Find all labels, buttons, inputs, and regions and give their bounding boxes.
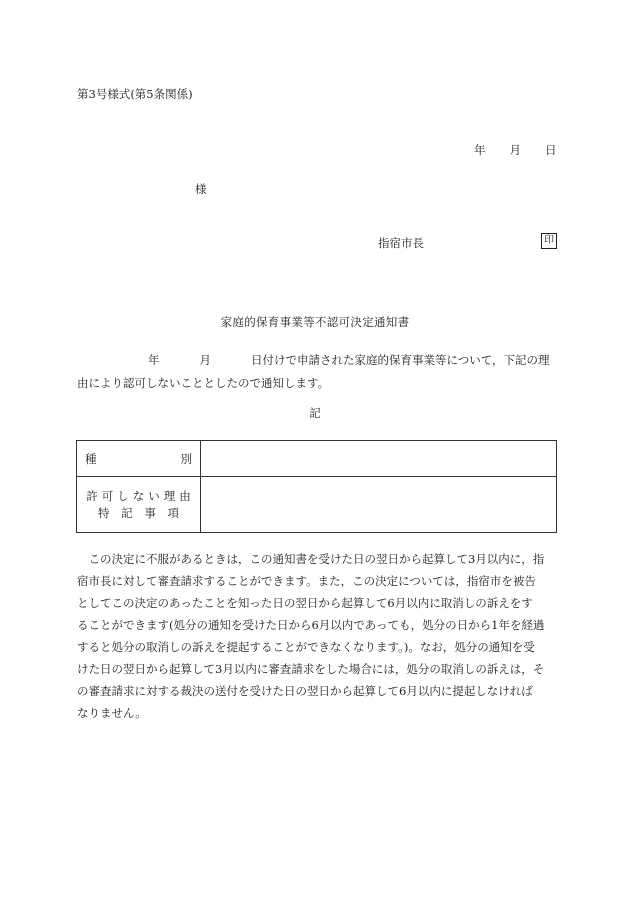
reason-value-cell [201, 477, 557, 533]
appeal-notice [77, 548, 557, 724]
date-year-label: 年 [474, 143, 486, 157]
notice-line: この決定に不服があるときは，この通知書を受けた日の翌日から起算して3月以内に，指 [77, 552, 545, 566]
table-row-reason [77, 477, 557, 533]
intro-year-label: 年 [148, 353, 160, 367]
notice-line: 宿市長に対して審査請求することができます。また，この決定については，指宿市を被告 [77, 574, 536, 588]
intro-paragraph [77, 349, 557, 395]
date-month-label: 月 [509, 143, 521, 157]
intro-line-1-text: 日付けで申請された家庭的保育事業等について，下記の理 [251, 353, 550, 367]
notice-line: ることができます(処分の通知を受けた日から6月以内であっても，処分の日から1年を経過 [77, 618, 545, 632]
date-line [474, 142, 557, 158]
form-number: 第3号様式(第5条関係) [77, 87, 193, 101]
ki-heading: 記 [309, 406, 321, 420]
seal-mark: 印 [541, 233, 557, 249]
info-table [76, 440, 557, 533]
kind-label-left: 種 [85, 451, 97, 466]
date-day-label: 日 [545, 143, 557, 157]
notice-line: なりません。 [77, 706, 147, 720]
intro-month-label: 月 [199, 353, 211, 367]
reason-label-line-2: 特 記 事 項 [98, 505, 183, 520]
table-row-kind [77, 441, 557, 477]
kind-label-cell [77, 441, 201, 477]
notice-line: としてこの決定のあったことを知った日の翌日から起算して6月以内に取消しの訴えをす [77, 596, 533, 610]
intro-line-1 [77, 349, 557, 372]
reason-label-line-1: 許可しない理由 [86, 488, 195, 503]
notice-line: けた日の翌日から起算して3月以内に審査請求をした場合には，処分の取消しの訴えは，そ [77, 662, 545, 676]
notice-line: の審査請求に対する裁決の送付を受けた日の翌日から起算して6月以内に提起しなければ [77, 684, 533, 698]
issuer-name: 指宿市長 [378, 236, 424, 250]
kind-label-right: 別 [180, 451, 192, 466]
intro-line-2: 由により認可しないこととしたので通知します。 [77, 376, 330, 390]
addressee-suffix: 様 [195, 182, 207, 196]
reason-label-cell [77, 477, 201, 533]
notice-line: すると処分の取消しの訴えを提起することができなくなります。)。なお，処分の通知を受 [77, 640, 535, 654]
document-title: 家庭的保育事業等不認可決定通知書 [220, 315, 410, 329]
kind-value-cell [201, 441, 557, 477]
